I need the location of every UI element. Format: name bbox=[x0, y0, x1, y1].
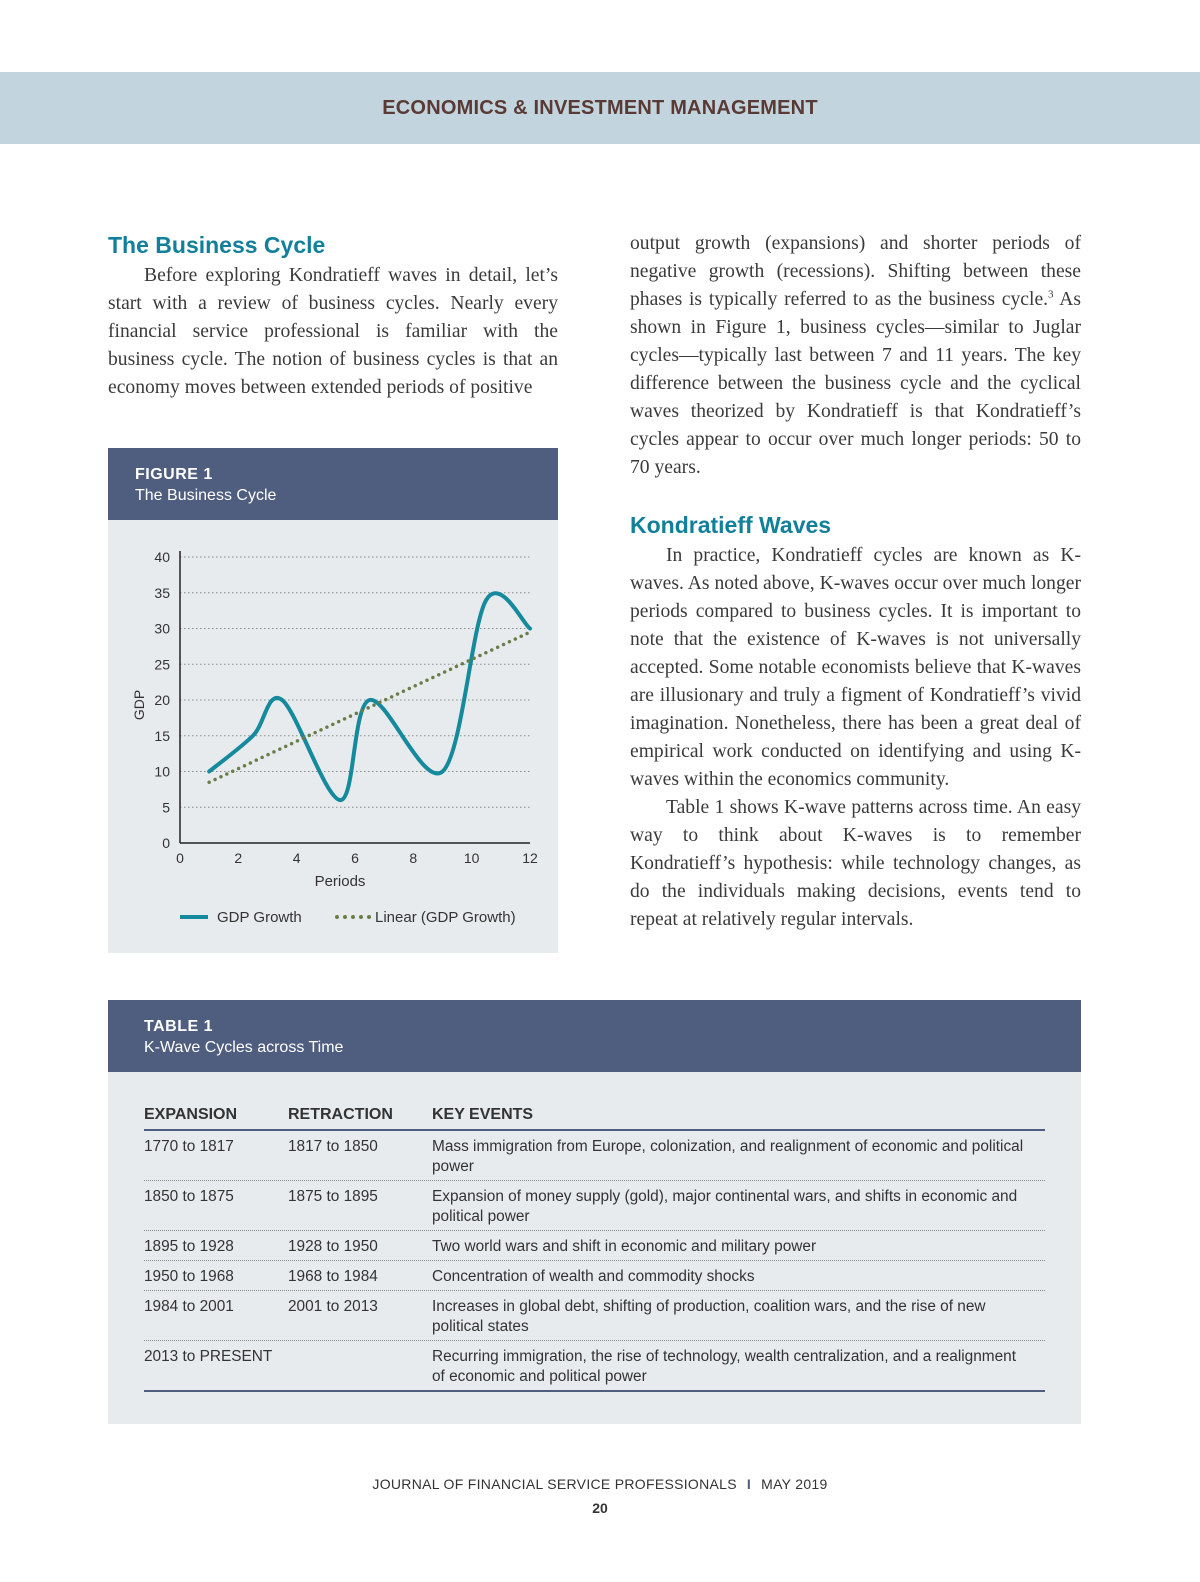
y-tick-label: 15 bbox=[154, 727, 170, 744]
col-expansion: EXPANSION bbox=[144, 1106, 238, 1123]
paragraph-text-a: output growth (expansions) and shorter periods of negative growth (recessions). Shifting between these phases is typically referred to as the business cycle. bbox=[630, 233, 1081, 310]
col-retraction: RETRACTION bbox=[288, 1106, 393, 1123]
cell-expansion: 1850 to 1875 bbox=[144, 1188, 234, 1205]
left-column bbox=[108, 230, 558, 402]
table-intro-paragraph: Table 1 shows K-wave patterns across time. An easy way to think about K-waves is to remember Kondratieff’s hypothesis: while technology changes, as do the individuals making decisions, events tend to repeat at relatively regular intervals. bbox=[630, 797, 1081, 930]
page-number: 20 bbox=[592, 1500, 608, 1516]
table-1 bbox=[108, 1000, 1081, 1424]
table-label: TABLE 1 bbox=[144, 1018, 213, 1035]
paragraph-text-b: As shown in Figure 1, business cycles—similar to Juglar cycles—typically last between 7 and 11 years. The key difference between the business cycle and the cyclical waves theorized by Kondratieff is that Kondratieff’s cycles appear to occur over much longer periods: 50 to 70 years. bbox=[630, 289, 1081, 478]
section-header-band bbox=[0, 72, 1200, 144]
section-title: ECONOMICS & INVESTMENT MANAGEMENT bbox=[382, 96, 818, 119]
x-tick-label: 2 bbox=[234, 850, 243, 866]
right-column bbox=[630, 230, 1081, 934]
y-tick-label: 20 bbox=[154, 692, 170, 708]
legend-label-linear: Linear (GDP Growth) bbox=[375, 909, 516, 926]
y-tick-label: 40 bbox=[154, 549, 170, 565]
kondratieff-waves-paragraph: In practice, Kondratieff cycles are known as K-waves. As noted above, K-waves occur over much longer periods compared to business cycles. It is important to note that the existence of K-waves is not universally accepted. Some notable economists believe that K-waves are illusionary and truly a figment of Kondratieff’s vivid imagination. Nonetheless, there has been a great deal of empirical work conducted on identifying and using K-waves within the economics community. bbox=[630, 545, 1081, 790]
y-tick-label: 30 bbox=[154, 620, 170, 637]
series-linear-trend-line bbox=[209, 632, 530, 782]
table-row bbox=[144, 1341, 1045, 1392]
cell-expansion: 2013 to PRESENT bbox=[144, 1348, 273, 1365]
cell-key-events: Mass immigration from Europe, colonization, and realignment of economic and political power bbox=[432, 1138, 1024, 1175]
series-gdp-growth-line bbox=[209, 593, 530, 800]
business-cycle-chart bbox=[108, 520, 558, 953]
legend-label-gdp-growth: GDP Growth bbox=[217, 909, 302, 926]
cell-retraction: 1817 to 1850 bbox=[288, 1138, 378, 1155]
y-tick-label: 5 bbox=[162, 799, 170, 816]
figure-label: FIGURE 1 bbox=[135, 466, 213, 483]
business-cycle-paragraph: Before exploring Kondratieff waves in detail, let’s start with a review of business cycles. Nearly every financial service professional is familiar with the business cycle. The notion of business cycles is that an economy moves between extended periods of positive bbox=[108, 265, 558, 398]
y-tick-label: 10 bbox=[154, 763, 170, 780]
table-header bbox=[108, 1000, 1081, 1072]
cell-key-events: Recurring immigration, the rise of technology, wealth centralization, and a realignment of economic and political power bbox=[432, 1348, 1017, 1385]
table-row bbox=[144, 1291, 1045, 1341]
x-tick-label: 0 bbox=[176, 850, 184, 866]
figure-header bbox=[108, 448, 558, 520]
cell-key-events: Increases in global debt, shifting of production, coalition wars, and the rise of new political states bbox=[432, 1298, 986, 1335]
journal-name: JOURNAL OF FINANCIAL SERVICE PROFESSIONALS bbox=[372, 1476, 737, 1492]
footnote-ref[interactable]: 3 bbox=[1048, 288, 1054, 301]
cell-retraction: 1968 to 1984 bbox=[288, 1268, 378, 1285]
x-tick-label: 6 bbox=[351, 850, 359, 866]
figure-title: The Business Cycle bbox=[135, 487, 277, 504]
cell-retraction: 1928 to 1950 bbox=[288, 1238, 378, 1255]
x-tick-label: 8 bbox=[409, 850, 418, 866]
cell-key-events: Concentration of wealth and commodity shocks bbox=[432, 1268, 755, 1285]
x-axis-label: Periods bbox=[314, 873, 366, 890]
y-tick-label: 25 bbox=[154, 656, 170, 673]
cell-retraction bbox=[288, 1347, 432, 1387]
x-tick-label: 10 bbox=[463, 850, 480, 866]
cell-expansion: 1770 to 1817 bbox=[144, 1138, 234, 1155]
table-row bbox=[144, 1231, 1045, 1261]
table-row bbox=[144, 1261, 1045, 1291]
y-tick-label: 0 bbox=[162, 835, 170, 851]
business-cycle-heading: The Business Cycle bbox=[108, 232, 326, 258]
col-key-events: KEY EVENTS bbox=[432, 1106, 534, 1123]
cell-expansion: 1984 to 2001 bbox=[144, 1298, 234, 1315]
cell-retraction: 1875 to 1895 bbox=[288, 1188, 378, 1205]
kwave-table bbox=[144, 1106, 1045, 1392]
issue-date: MAY 2019 bbox=[761, 1476, 828, 1492]
x-tick-label: 4 bbox=[292, 850, 301, 866]
cell-key-events: Expansion of money supply (gold), major continental wars, and shifts in economic and political power bbox=[432, 1188, 1018, 1225]
table-row bbox=[144, 1181, 1045, 1231]
kondratieff-waves-heading: Kondratieff Waves bbox=[630, 512, 832, 538]
y-tick-label: 35 bbox=[154, 584, 170, 601]
figure-1 bbox=[108, 448, 558, 953]
table-row bbox=[144, 1131, 1045, 1181]
table-title: K-Wave Cycles across Time bbox=[144, 1039, 344, 1056]
cell-expansion: 1950 to 1968 bbox=[144, 1268, 234, 1285]
table-column-headers bbox=[144, 1106, 1045, 1131]
business-cycle-continued-paragraph bbox=[630, 230, 1081, 482]
y-axis-label: GDP bbox=[131, 689, 147, 721]
cell-retraction: 2001 to 2013 bbox=[288, 1298, 378, 1315]
x-tick-label: 12 bbox=[522, 850, 538, 866]
cell-expansion: 1895 to 1928 bbox=[144, 1238, 234, 1255]
footer-separator: I bbox=[746, 1476, 752, 1492]
page-footer bbox=[0, 1476, 1200, 1492]
cell-key-events: Two world wars and shift in economic and military power bbox=[432, 1238, 817, 1255]
